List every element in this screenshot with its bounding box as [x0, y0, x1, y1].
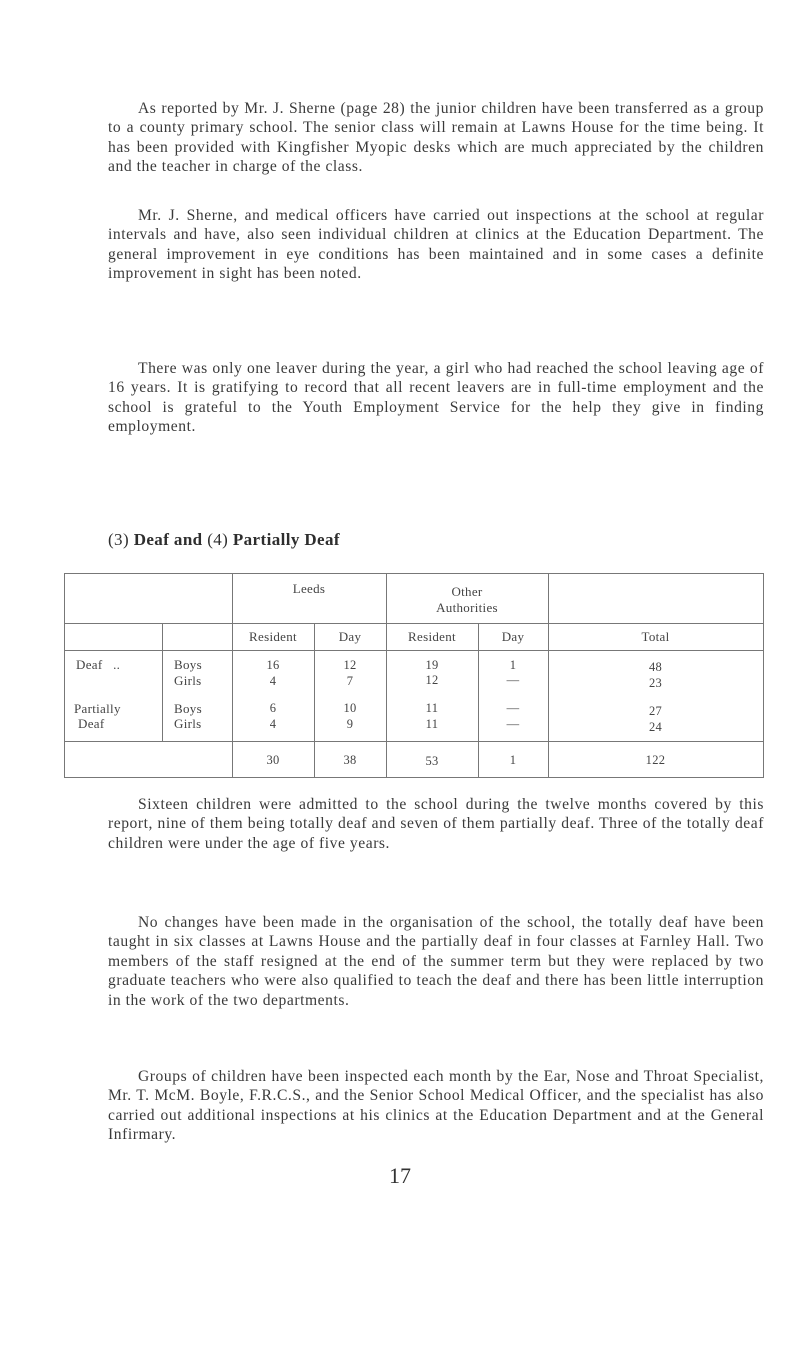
cell-deaf-boys-total: 48	[648, 660, 663, 674]
table-rule-left	[64, 573, 65, 778]
col-leeds-resident: Resident	[249, 629, 297, 644]
row-label-deaf-boys: Boys	[174, 657, 202, 672]
cell-deaf-boys-other-resident: 19	[425, 658, 439, 672]
row-label-deaf-girls: Girls	[174, 673, 202, 688]
table-rule-label	[162, 623, 163, 741]
cell-deaf-girls-other-resident: 12	[425, 673, 439, 687]
table-rule-header	[64, 650, 764, 651]
table-rule-right	[763, 573, 764, 778]
cell-deaf-girls-leeds-day: 7	[346, 674, 354, 688]
col-other-resident: Resident	[408, 629, 456, 644]
cell-total-leeds-day: 38	[343, 753, 357, 767]
header-other-line1: Other	[451, 584, 483, 599]
row-label-partially: Partially	[74, 701, 121, 716]
cell-total-other-resident: 53	[425, 754, 439, 768]
paragraph-ent-inspections: Groups of children have been inspected each month by the Ear, Nose and Throat Specialist, Mr. T. McM. Boyle, F.R.C.S., and the Senior School Medical Officer, and the specialist has also carried out additional inspections at his clinics at the Education Department and at the General Infirmary.	[108, 1068, 764, 1144]
page-number: 17	[389, 1163, 411, 1188]
section-heading	[108, 530, 340, 550]
heading-number-3: (3)	[108, 530, 130, 549]
cell-grand-total: 122	[645, 753, 666, 767]
cell-pd-girls-other-resident: 11	[425, 717, 439, 731]
table-rule-totals	[64, 741, 764, 742]
cell-pd-girls-leeds-day: 9	[346, 717, 354, 731]
cell-deaf-girls-leeds-resident: 4	[269, 674, 277, 688]
paragraph-junior-children: As reported by Mr. J. Sherne (page 28) the junior children have been transferred as a group to a county primary school. The senior class will remain at Lawns House for the time being. It has been provided with Kingfisher Myopic desks which are much appreciated by the children and the teacher in charge of the class.	[108, 100, 764, 176]
cell-pd-boys-total: 27	[648, 704, 663, 718]
cell-total-other-day: 1	[509, 753, 517, 767]
table-rule-group	[64, 623, 764, 624]
paragraph-admissions: Sixteen children were admitted to the school during the twelve months covered by this report, nine of them being totally deaf and seven of them partially deaf. Three of the totally deaf children were under the age of five years.	[108, 796, 764, 852]
cell-deaf-girls-other-day: —	[506, 673, 520, 687]
cell-pd-girls-other-day: —	[506, 717, 520, 731]
cell-total-leeds-resident: 30	[266, 753, 280, 767]
row-label-deaf: Deaf ..	[76, 657, 121, 672]
heading-number-4: (4)	[207, 530, 229, 549]
heading-partially-deaf: Partially Deaf	[232, 530, 340, 549]
cell-pd-girls-leeds-resident: 4	[269, 717, 277, 731]
row-label-deaf-dots: ..	[113, 657, 121, 672]
cell-deaf-girls-total: 23	[648, 676, 663, 690]
header-leeds: Leeds	[292, 581, 326, 596]
table-rule-bottom	[64, 777, 764, 778]
cell-deaf-boys-leeds-day: 12	[343, 658, 357, 672]
row-label-partially-deaf: Deaf	[78, 716, 105, 731]
table-rule-top	[64, 573, 764, 574]
cell-deaf-boys-other-day: 1	[509, 658, 517, 672]
col-leeds-day: Day	[338, 629, 362, 644]
header-other-line2: Authorities	[436, 600, 498, 615]
deaf-children-table	[64, 573, 764, 778]
row-label-pd-boys: Boys	[174, 701, 202, 716]
paragraph-organisation: No changes have been made in the organisation of the school, the totally deaf have been taught in six classes at Lawns House and the partially deaf in four classes at Farnley Hall. Two members of the staff resigned at the end of the summer term but they were replaced by two graduate teachers who were also qualified to teach the deaf and there has been little interruption in the work of the two departments.	[108, 914, 764, 1009]
cell-pd-boys-other-day: —	[506, 701, 520, 715]
cell-pd-girls-total: 24	[648, 720, 663, 734]
heading-deaf-and: Deaf and	[133, 530, 203, 549]
paragraph-leavers: There was only one leaver during the year, a girl who had reached the school leaving age of 16 years. It is gratifying to record that all recent leavers are in full-time employment and the school is grateful to the Youth Employment Service for the help they give in finding employment.	[108, 360, 764, 436]
cell-deaf-boys-leeds-resident: 16	[266, 658, 280, 672]
cell-pd-boys-leeds-day: 10	[343, 701, 357, 715]
col-other-day: Day	[501, 629, 525, 644]
paragraph-inspections: Mr. J. Sherne, and medical officers have carried out inspections at the school at regular intervals and have, also seen individual children at clinics at the Education Department. The general improvement in eye conditions has been maintained and in some cases a definite improvement in sight has been noted.	[108, 207, 764, 283]
cell-pd-boys-leeds-resident: 6	[269, 701, 277, 715]
col-total: Total	[641, 629, 670, 644]
cell-pd-boys-other-resident: 11	[425, 701, 439, 715]
row-label-pd-girls: Girls	[174, 716, 202, 731]
